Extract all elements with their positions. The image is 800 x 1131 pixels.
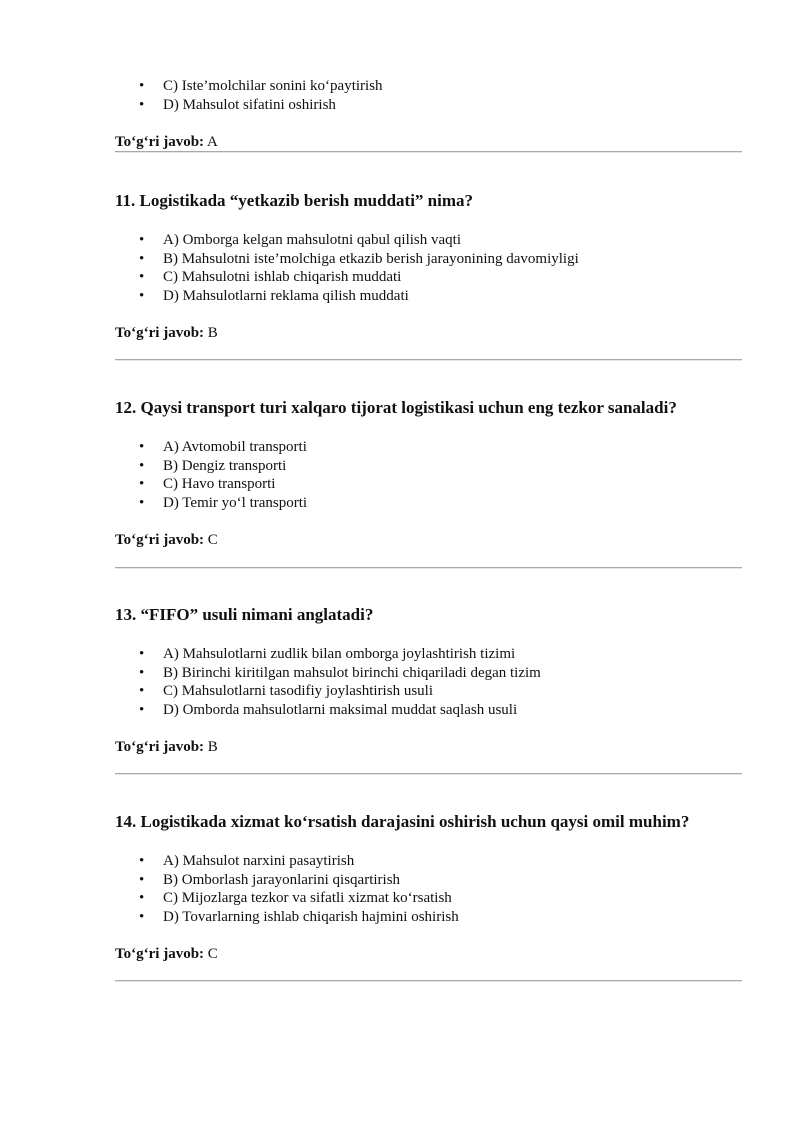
option-item: • C) Havo transporti [115, 475, 755, 494]
separator-line [115, 151, 742, 153]
answer-label: To‘g‘ri javob: [115, 325, 205, 341]
option-item: • C) Mahsulotni ishlab chiqarish muddati [115, 268, 755, 287]
option-item: • D) Omborda mahsulotlarni maksimal muddat saqlash usuli [115, 701, 755, 720]
answer-value: A [206, 134, 218, 150]
option-item: • D) Mahsulot sifatini oshirish [115, 96, 755, 115]
answer-label: To‘g‘ri javob: [115, 946, 205, 962]
answer-label: To‘g‘ri javob: [115, 739, 205, 755]
option-item: • C) Mijozlarga tezkor va sifatli xizmat ko‘rsatish [115, 889, 755, 908]
option-item: • A) Omborga kelgan mahsulotni qabul qilish vaqti [115, 231, 755, 250]
separator-line [115, 980, 742, 982]
answer-value: B [207, 739, 218, 755]
question-title-13: 13. “FIFO” usuli nimani anglatadi? [115, 605, 374, 624]
separator-line [115, 567, 742, 569]
question-options-11 [115, 231, 755, 305]
answer-value: C [207, 946, 218, 962]
prev-question-answer [115, 133, 755, 151]
question-answer-13 [115, 738, 755, 756]
question-answer-14 [115, 945, 755, 963]
answer-value: C [207, 532, 218, 548]
separator-line [115, 773, 742, 775]
question-options-13 [115, 645, 755, 719]
prev-question-options [115, 77, 755, 114]
option-item: • B) Birinchi kiritilgan mahsulot birinchi chiqariladi degan tizim [115, 664, 755, 683]
option-item: • D) Temir yo‘l transporti [115, 494, 755, 513]
answer-value: B [207, 325, 218, 341]
answer-label: To‘g‘ri javob: [115, 532, 205, 548]
option-item: • C) Iste’molchilar sonini ko‘paytirish [115, 77, 755, 96]
option-item: • C) Mahsulotlarni tasodifiy joylashtirish usuli [115, 682, 755, 701]
question-title-14: 14. Logistikada xizmat ko‘rsatish darajasini oshirish uchun qaysi omil muhim? [115, 812, 690, 831]
question-answer-11 [115, 324, 755, 342]
option-item: • A) Avtomobil transporti [115, 438, 755, 457]
option-item: • B) Omborlash jarayonlarini qisqartirish [115, 871, 755, 890]
question-title-12: 12. Qaysi transport turi xalqaro tijorat logistikasi uchun eng tezkor sanaladi? [115, 398, 677, 417]
option-item: • D) Tovarlarning ishlab chiqarish hajmini oshirish [115, 908, 755, 927]
question-answer-12 [115, 531, 755, 549]
question-options-12 [115, 438, 755, 512]
option-item: • A) Mahsulot narxini pasaytirish [115, 852, 755, 871]
question-title-11: 11. Logistikada “yetkazib berish muddati” nima? [115, 191, 474, 210]
option-item: • D) Mahsulotlarni reklama qilish muddati [115, 287, 755, 306]
answer-label: To‘g‘ri javob: [115, 134, 205, 150]
question-options-14 [115, 852, 755, 926]
option-item: • B) Dengiz transporti [115, 457, 755, 476]
separator-line [115, 359, 742, 361]
option-item: • A) Mahsulotlarni zudlik bilan omborga joylashtirish tizimi [115, 645, 755, 664]
option-item: • B) Mahsulotni iste’molchiga etkazib berish jarayonining davomiyligi [115, 250, 755, 269]
